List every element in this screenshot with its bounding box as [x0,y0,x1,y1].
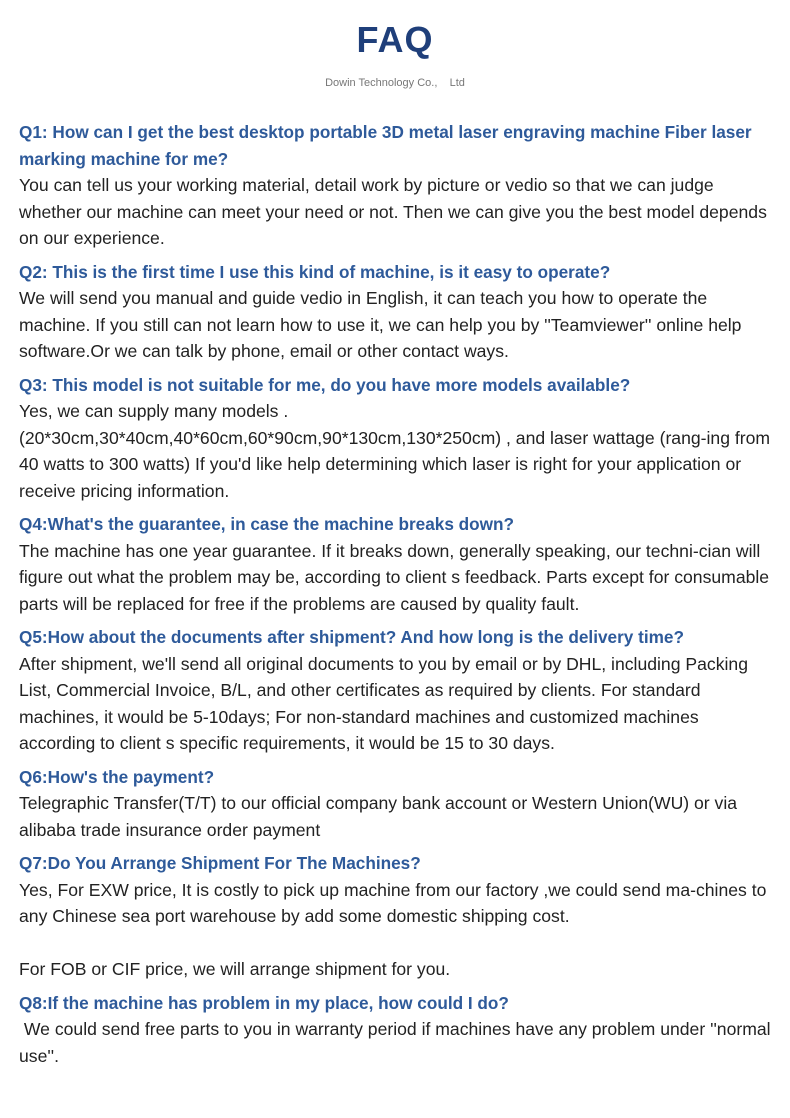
faq-answer-3-line-2: (20*30cm,30*40cm,40*60cm,60*90cm,90*130cm,130*250cm) , and laser wattage (rang-ing from 40 watts to 300 watts) If you'd like help determining which laser is right for your application or receive pricing information. [19,427,771,501]
faq-question-4: Q4:What's the guarantee, in case the machine breaks down? [19,514,515,534]
faq-item-4 [19,511,779,617]
faq-answer-3-line-1: Yes, we can supply many models . [19,401,289,421]
faq-question-2: Q2: This is the first time I use this kind of machine, is it easy to operate? [19,261,611,282]
faq-question-5: Q5:How about the documents after shipment? And how long is the delivery time? [19,627,684,647]
faq-question-6: Q6:How's the payment? [19,766,215,787]
company-name: Dowin Technology Co., Ltd [325,77,465,89]
faq-answer-2: We will send you manual and guide vedio in English, it can teach you how to operate the machine. If you still can not learn how to use it, we can help you by ''Teamviewer'' online help software.Or we can talk by phone, email or other contact ways. [19,288,742,361]
faq-question-8: Q8:If the machine has problem in my place, how could I do? [19,992,509,1013]
faq-question-3: Q3: This model is not suitable for me, do you have more models available? [19,374,631,395]
faq-answer-4: The machine has one year guarantee. If it breaks down, generally speaking, our techni-cian will figure out what the problem may be, according to client s feedback. Parts except for consumable parts will be replaced for free if the problems are caused by quality fault. [19,540,770,614]
page-title: FAQ [356,19,434,60]
faq-item-2 [19,259,779,365]
faq-item-5 [19,624,779,757]
faq-answer-7-line-1: Yes, For EXW price, It is costly to pick up machine from our factory ,we could send ma-chines to any Chinese sea port warehouse by add some domestic shipping cost. [19,879,767,926]
faq-item-8 [19,990,779,1070]
faq-answer-7-gap [19,930,779,957]
faq-item-1 [19,119,779,252]
faq-answer-1: You can tell us your working material, detail work by picture or vedio so that we can judge whether our machine can meet your need or not. Then we can give you the best model depends on our experience. [19,175,767,248]
faq-question-7: Q7:Do You Arrange Shipment For The Machines? [19,853,421,873]
faq-answer-8: We could send free parts to you in warranty period if machines have any problem under ''normal use''. [19,1019,776,1066]
faq-answer-7-line-2: For FOB or CIF price, we will arrange shipment for you. [19,959,451,979]
faq-question-1: Q1: How can I get the best desktop portable 3D metal laser engraving machine Fiber laser marking machine for me? [19,122,752,169]
page-header [0,0,790,90]
faq-list [19,119,779,1076]
faq-item-3 [19,372,779,505]
faq-answer-6: Telegraphic Transfer(T/T) to our official company bank account or Western Union(WU) or via alibaba trade insurance order payment [19,793,738,840]
faq-item-7 [19,850,779,983]
faq-answer-5: After shipment, we'll send all original documents to you by email or by DHL, including Packing List, Commercial Invoice, B/L, and other certificates as required by clients. For standard machines, it would be 5-10days; For non-standard machines and customized machines according to client s specific requirements, it would be 15 to 30 days. [19,653,748,753]
faq-item-6 [19,764,779,844]
